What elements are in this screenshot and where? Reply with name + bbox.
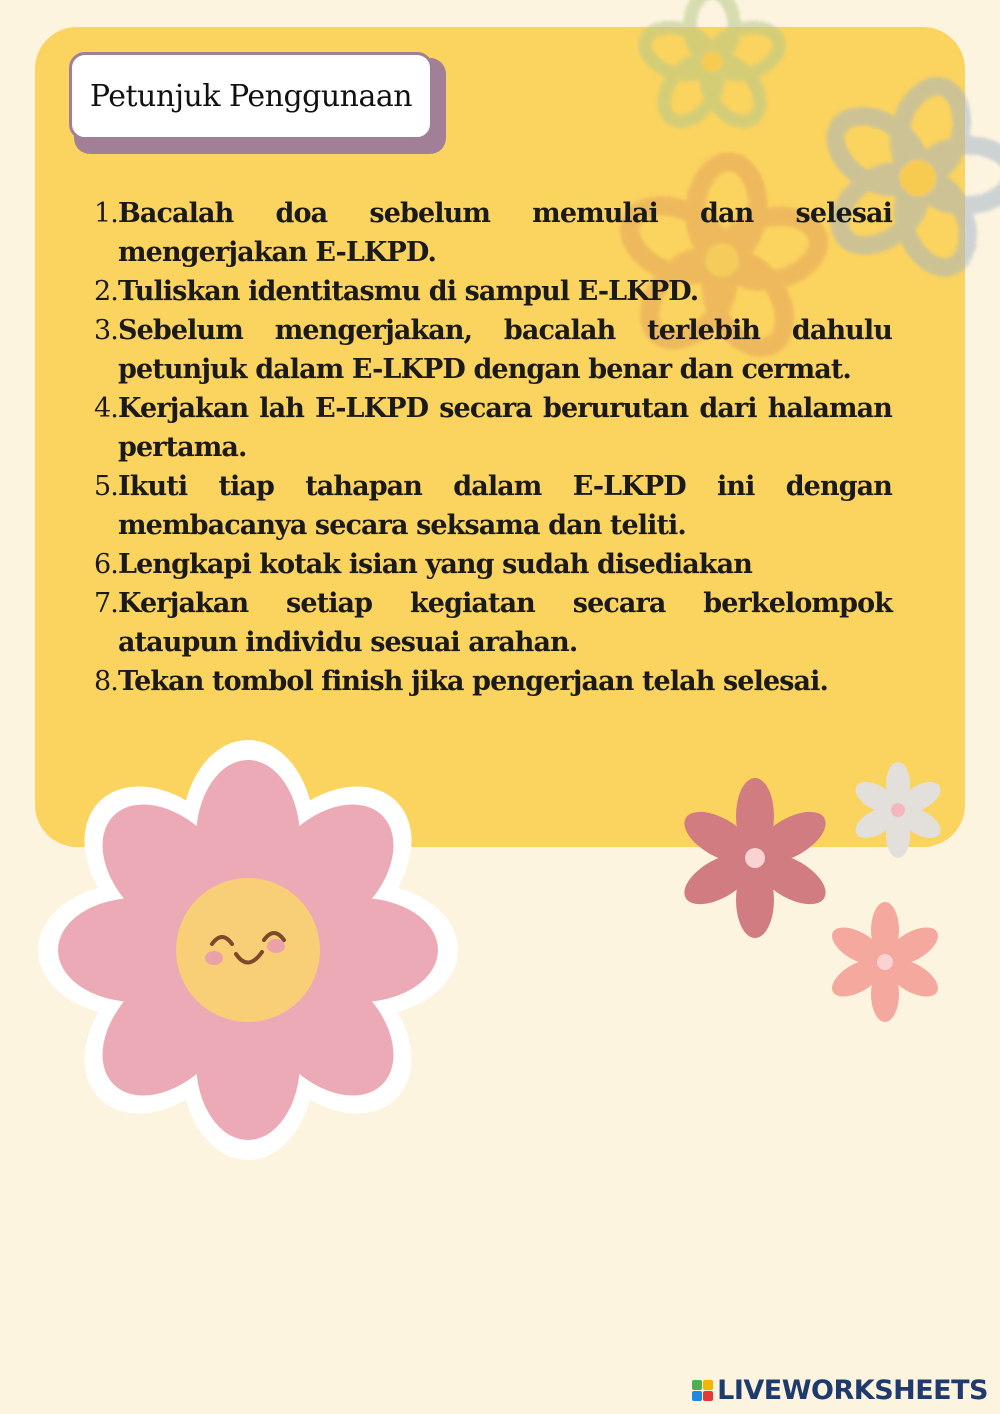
instruction-number: 8. [94, 666, 118, 697]
instruction-number: 4. [94, 393, 118, 424]
instruction-text: Bacalah doa sebelum memulai dan selesai mengerjakan E-LKPD. [118, 198, 892, 268]
instruction-text: Tekan tombol finish jika pengerjaan telah selesai. [118, 666, 828, 697]
instruction-number: 6. [94, 549, 118, 580]
instruction-number: 7. [94, 588, 118, 619]
instruction-text: Kerjakan setiap kegiatan secara berkelompok ataupun individu sesuai arahan. [118, 588, 892, 658]
instruction-text: Sebelum mengerjakan, bacalah terlebih dahulu petunjuk dalam E-LKPD dengan benar dan cermat. [118, 315, 892, 385]
instruction-number: 2. [94, 276, 118, 307]
liveworksheets-brand [692, 1375, 988, 1406]
instruction-number: 1. [94, 198, 118, 229]
instruction-text: Lengkapi kotak isian yang sudah disediakan [118, 549, 752, 580]
brand-name: LIVEWORKSHEETS [717, 1375, 988, 1406]
smiling-flower-icon [38, 740, 458, 1160]
rose-flower-icon [676, 778, 834, 938]
instruction-text: Tuliskan identitasmu di sampul E-LKPD. [118, 276, 699, 307]
instruction-text: Kerjakan lah E-LKPD secara berurutan dari halaman pertama. [118, 393, 892, 463]
page-title: Petunjuk Penggunaan [89, 78, 413, 114]
salmon-flower-icon [826, 902, 944, 1022]
instruction-number: 3. [94, 315, 118, 346]
instruction-number: 5. [94, 471, 118, 502]
liveworksheets-logo-icon [692, 1380, 713, 1401]
grey-flower-icon [850, 762, 945, 858]
instruction-text: Ikuti tiap tahapan dalam E-LKPD ini dengan membacanya secara seksama dan teliti. [118, 471, 892, 541]
